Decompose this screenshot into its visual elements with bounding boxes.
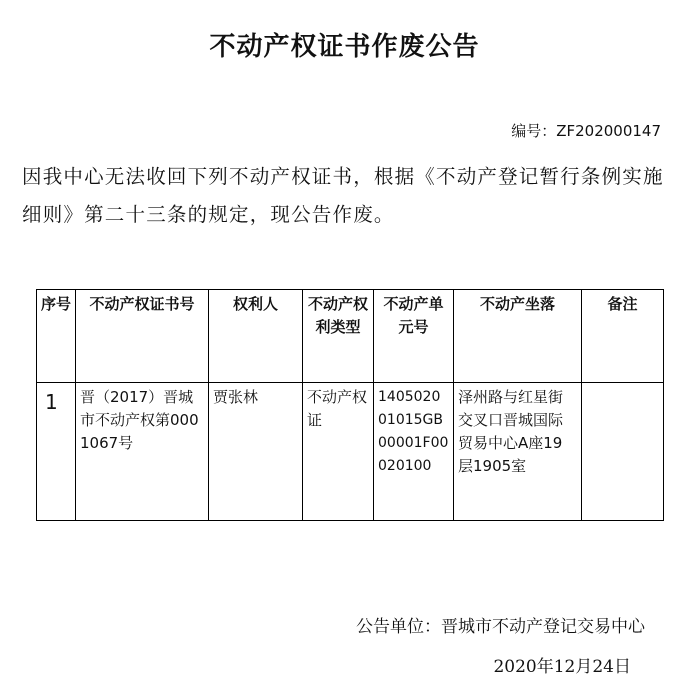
header-location: 不动产坐落 xyxy=(454,290,582,383)
header-unit-no: 不动产单元号 xyxy=(374,290,454,383)
issuing-unit: 公告单位：晋城市不动产登记交易中心 xyxy=(356,617,645,637)
cell-seq: 1 xyxy=(37,383,76,521)
table-row xyxy=(37,383,664,521)
cell-right-type: 不动产权证 xyxy=(303,383,374,521)
certificate-table xyxy=(36,289,664,521)
cell-owner: 贾张林 xyxy=(209,383,303,521)
document-number: 编号：ZF202000147 xyxy=(511,122,661,140)
cell-remark xyxy=(582,383,664,521)
header-seq: 序号 xyxy=(37,290,76,383)
table-header-row xyxy=(37,290,664,383)
cell-unit-no: 140502001015GB00001F00020100 xyxy=(374,383,454,521)
header-owner: 权利人 xyxy=(209,290,303,383)
cell-cert-no: 晋（2017）晋城市不动产权第0001067号 xyxy=(76,383,209,521)
cell-location: 泽州路与红星街交叉口晋城国际贸易中心A座19层1905室 xyxy=(454,383,582,521)
header-remark: 备注 xyxy=(582,290,664,383)
notice-body-text: 因我中心无法收回下列不动产权证书，根据《不动产登记暂行条例实施细则》第二十三条的规定，现公告作废。 xyxy=(22,165,664,226)
notice-date: 2020年12月24日 xyxy=(493,657,631,677)
notice-title: 不动产权证书作废公告 xyxy=(209,32,480,62)
header-cert-no: 不动产权证书号 xyxy=(76,290,209,383)
header-right-type: 不动产权利类型 xyxy=(303,290,374,383)
